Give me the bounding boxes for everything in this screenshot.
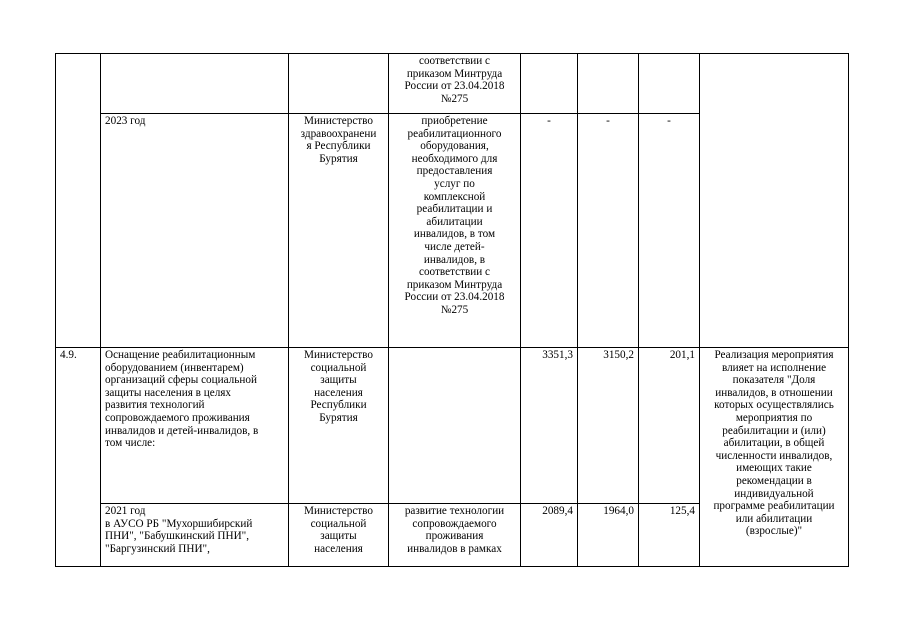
number-cell: 4.9.: [56, 348, 101, 567]
value-cell: 2089,4: [521, 504, 578, 567]
name-cell: [101, 54, 289, 114]
number-cell: [56, 54, 101, 348]
table-row: [56, 348, 849, 504]
program-activities-table: [55, 53, 849, 567]
executor-cell: Министерство социальной защиты населения Республики Бурятия: [289, 348, 389, 504]
value-cell: 201,1: [639, 348, 700, 504]
name-cell: 2021 год в АУСО РБ "Мухоршибирский ПНИ", "Бабушкинский ПНИ", "Баргузинский ПНИ",: [101, 504, 289, 567]
name-cell: 2023 год: [101, 114, 289, 348]
table-row: [56, 54, 849, 114]
value-cell: 1964,0: [578, 504, 639, 567]
indicator-cell: [700, 54, 849, 348]
value-cell: 3351,3: [521, 348, 578, 504]
activity-cell: [389, 348, 521, 504]
executor-cell: Министерство здравоохранени я Республики Бурятия: [289, 114, 389, 348]
value-cell: [639, 54, 700, 114]
value-cell: -: [639, 114, 700, 348]
value-cell: -: [521, 114, 578, 348]
value-cell: 125,4: [639, 504, 700, 567]
value-cell: 3150,2: [578, 348, 639, 504]
name-cell: Оснащение реабилитационным оборудованием (инвентарем) организаций сферы социальной защиты населения в целях развития технологий сопровождаемого проживания инвалидов и детей-инвалидов, в том числе:: [101, 348, 289, 504]
indicator-cell: Реализация мероприятия влияет на исполнение показателя "Доля инвалидов, в отношении которых осуществлялись мероприятия по реабилитации и (или) абилитации, в общей численности инвалидов, имеющих такие рекомендации в индивидуальной программе реабилитации или абилитации (взрослые)": [700, 348, 849, 567]
value-cell: [578, 54, 639, 114]
activity-cell: соответствии с приказом Минтруда России от 23.04.2018 №275: [389, 54, 521, 114]
activity-cell: приобретение реабилитационного оборудования, необходимого для предоставления услуг по комплексной реабилитации и абилитации инвалидов, в том числе детей- инвалидов, в соответствии с приказом Минтруда России от 23.04.2018 №275: [389, 114, 521, 348]
executor-cell: [289, 54, 389, 114]
value-cell: [521, 54, 578, 114]
activity-cell: развитие технологии сопровождаемого проживания инвалидов в рамках: [389, 504, 521, 567]
executor-cell: Министерство социальной защиты населения: [289, 504, 389, 567]
value-cell: -: [578, 114, 639, 348]
